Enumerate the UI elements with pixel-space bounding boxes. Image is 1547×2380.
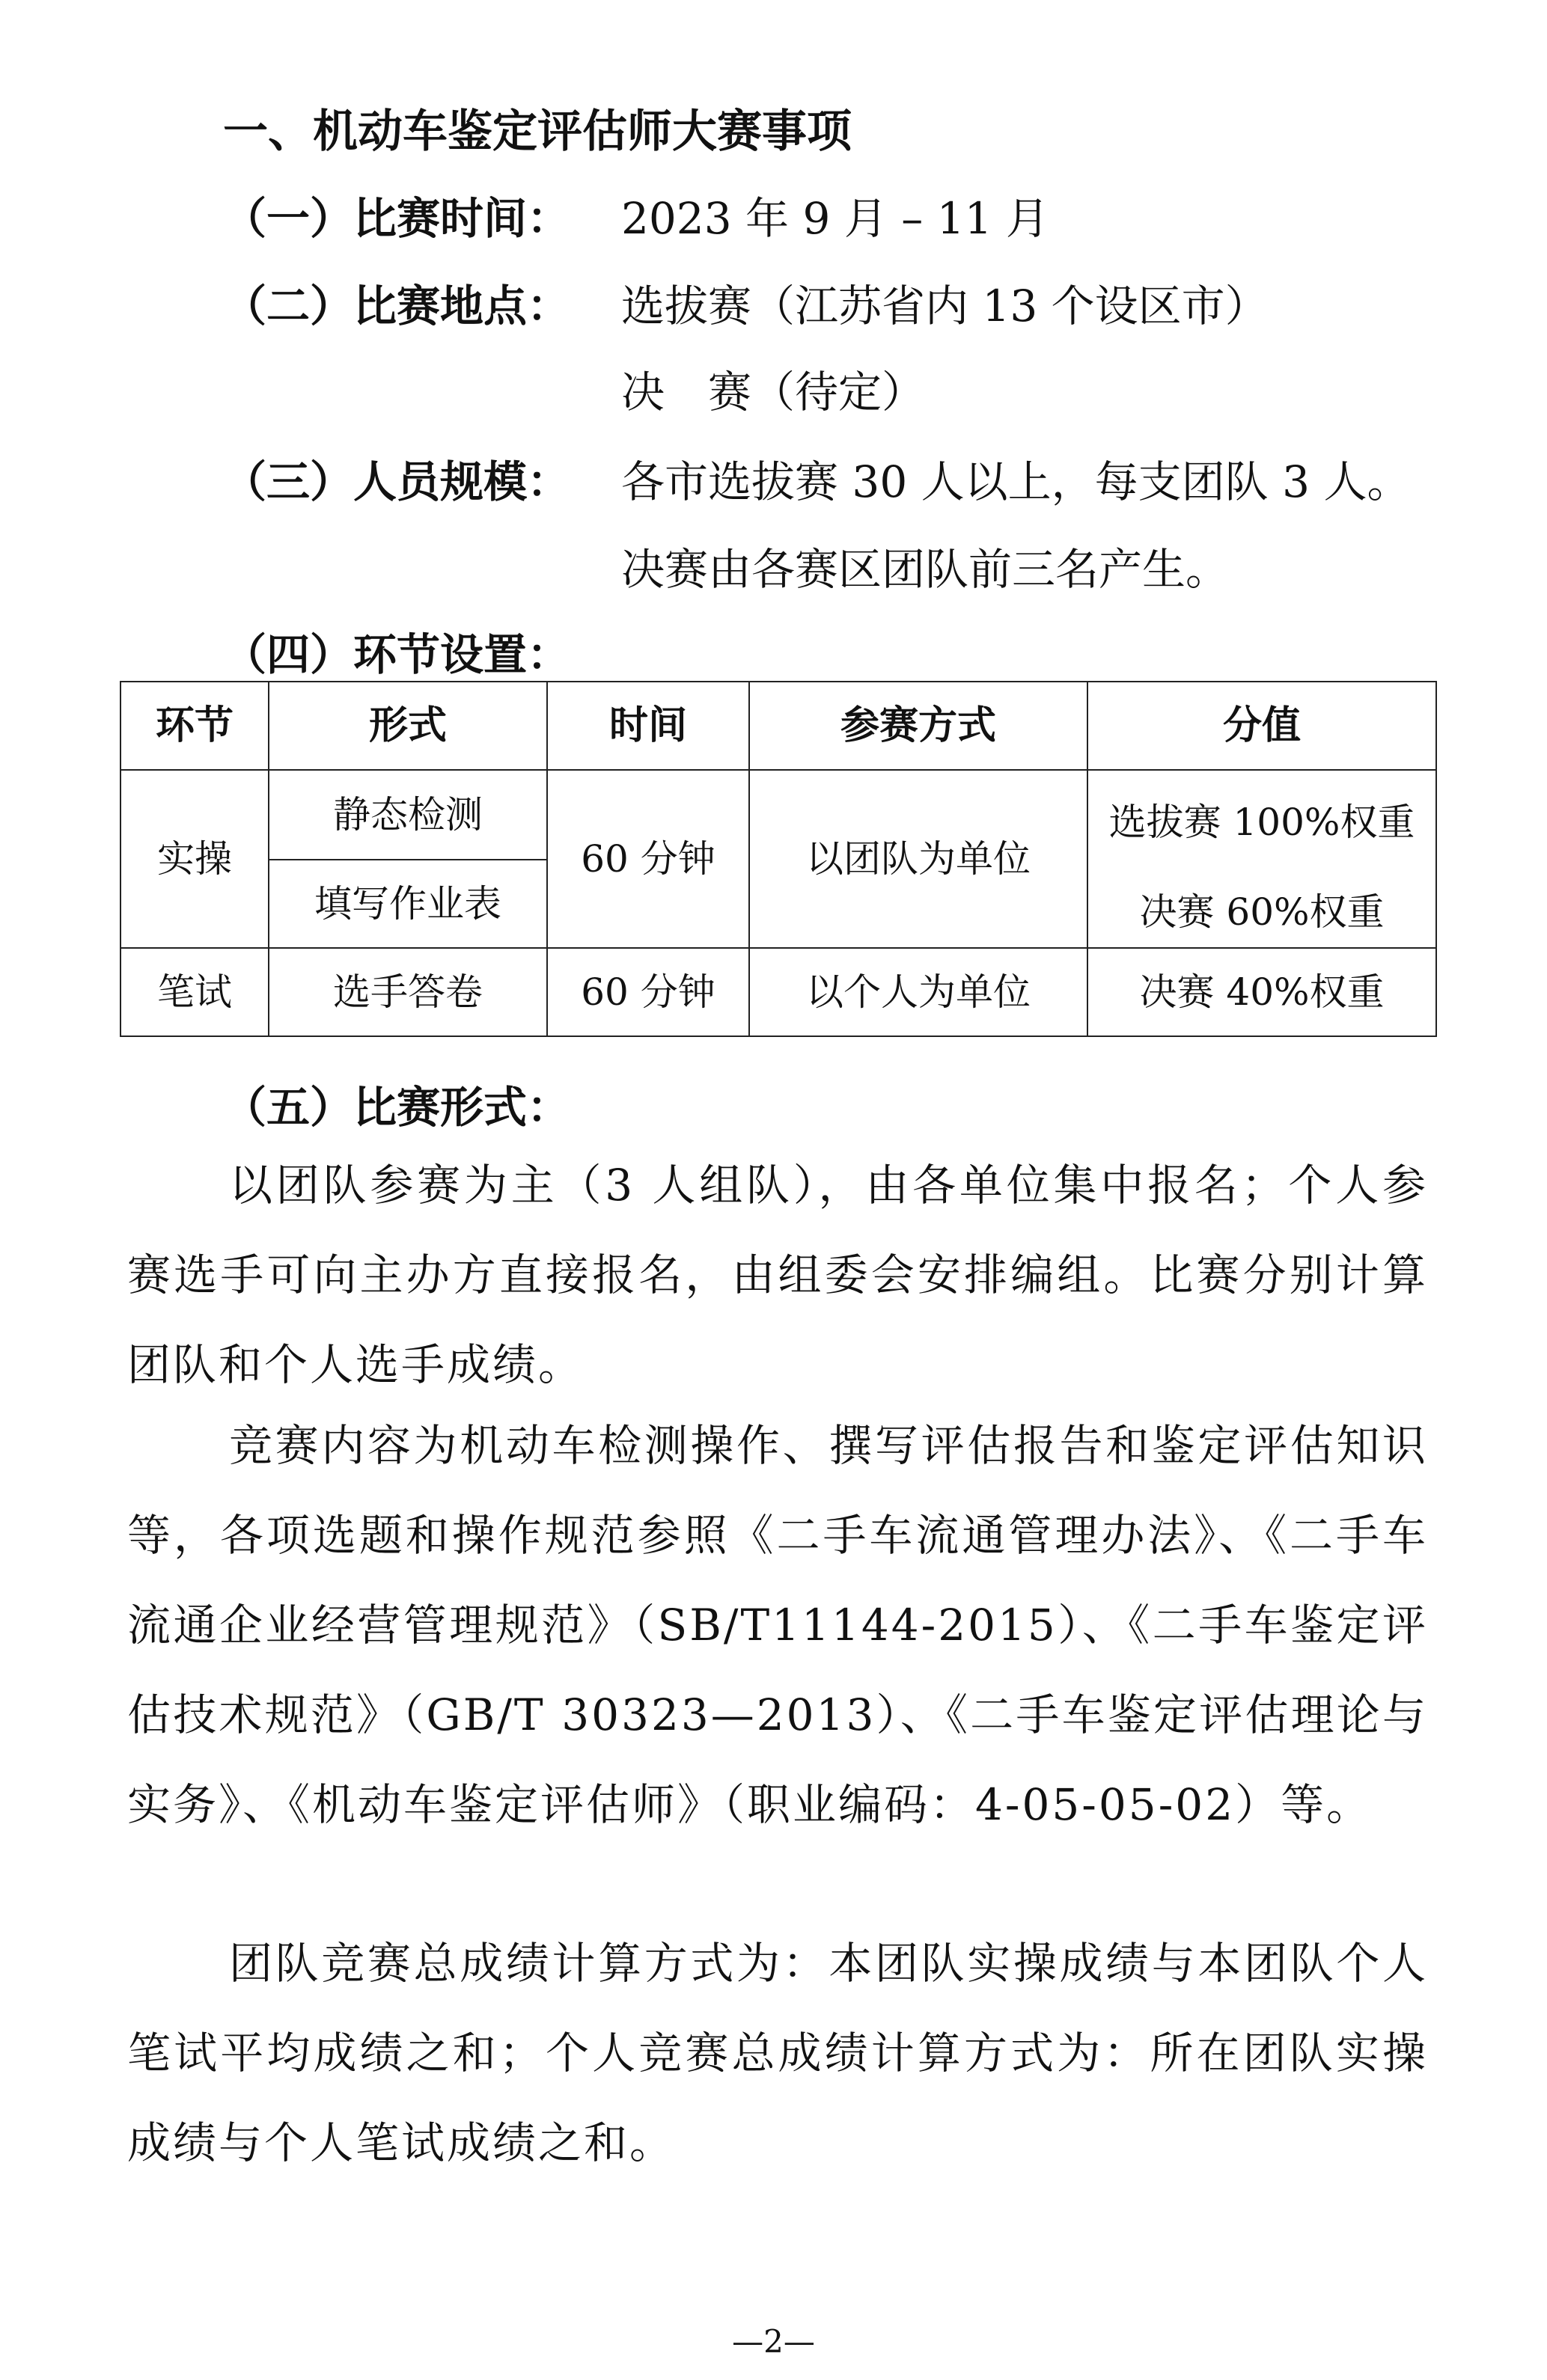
item-location-value-1: 选拔赛（江苏省内 13 个设区市） [621, 281, 1269, 331]
table-row [120, 948, 1436, 1036]
header-form: 形式 [269, 682, 547, 770]
item-location-value-2: 决 赛（待定） [621, 367, 926, 417]
cell-segment: 笔试 [120, 948, 269, 1036]
header-time: 时间 [547, 682, 749, 770]
section-title: 一、机动车鉴定评估师大赛事项 [223, 105, 852, 158]
item-scale-value-1: 各市选拔赛 30 人以上，每支团队 3 人。 [621, 456, 1411, 507]
segment-table [120, 681, 1437, 1037]
item-time-value: 2023 年 9 月 – 11 月 [621, 193, 1049, 244]
cell-score: 决赛 40%权重 [1087, 948, 1436, 1036]
score-line: 决赛 60%权重 [1139, 890, 1385, 934]
paragraph: 以团队参赛为主（3 人组队），由各单位集中报名；个人参赛选手可向主办方直接报名，由组委会安排编组。比赛分别计算团队和个人选手成绩。 [127, 1160, 1428, 1390]
cell-score [1087, 770, 1436, 948]
paragraph: 竞赛内容为机动车检测操作、撰写评估报告和鉴定评估知识等，各项选题和操作规范参照《二手车流通管理办法》、《二手车流通企业经营管理规范》（SB/T11144-2015）、《二手车鉴定评估技术规范》（GB/T 30323—2013）、《二手车鉴定评估理论与实务》、《机动车鉴定评估师》（职业编码：4-05-05-02）等。 [127, 1420, 1428, 1830]
cell-segment: 实操 [120, 770, 269, 948]
item-location-label: （二）比赛地点： [223, 281, 571, 331]
item-scale-value-2: 决赛由各赛区团队前三名产生。 [621, 544, 1230, 595]
item-format-label: （五）比赛形式： [223, 1082, 571, 1133]
item-scale-label: （三）人员规模： [223, 456, 571, 507]
cell-mode: 以个人为单位 [749, 948, 1087, 1036]
cell-time: 60 分钟 [547, 770, 749, 948]
table-row [120, 770, 1436, 860]
header-segment: 环节 [120, 682, 269, 770]
page-number: —2— [732, 2323, 815, 2360]
item-time-label: （一）比赛时间： [223, 193, 571, 244]
cell-form: 选手答卷 [269, 948, 547, 1036]
item-setup-label: （四）环节设置： [223, 629, 571, 680]
header-score: 分值 [1087, 682, 1436, 770]
cell-form: 静态检测 [269, 770, 547, 860]
cell-mode: 以团队为单位 [749, 770, 1087, 948]
header-mode: 参赛方式 [749, 682, 1087, 770]
cell-form: 填写作业表 [269, 860, 547, 948]
paragraph: 团队竞赛总成绩计算方式为：本团队实操成绩与本团队个人笔试平均成绩之和；个人竞赛总成绩计算方式为：所在团队实操成绩与个人笔试成绩之和。 [127, 1938, 1428, 2168]
table-header-row [120, 682, 1436, 770]
score-line: 选拔赛 100%权重 [1108, 801, 1415, 844]
cell-time: 60 分钟 [547, 948, 749, 1036]
